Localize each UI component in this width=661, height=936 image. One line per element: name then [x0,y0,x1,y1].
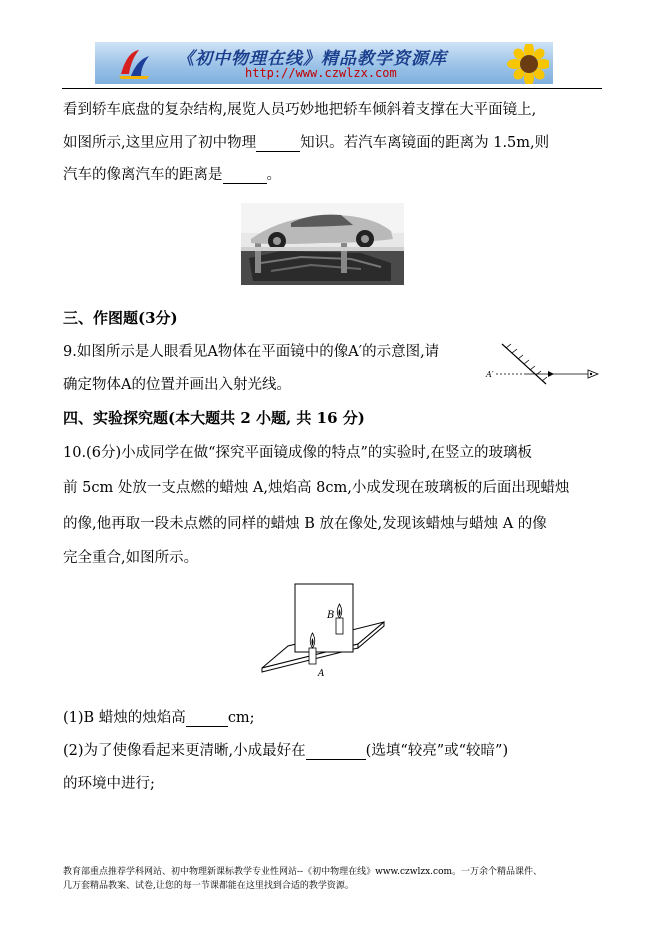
q10-sub-1-end: cm; [227,710,255,726]
q10-sub-1 [63,706,255,727]
answer-blank[interactable] [256,135,300,152]
car-on-mirror-photo [241,203,404,285]
q10-sub-2 [63,739,508,760]
q10-line-1: 10.(6分)小成同学在做“探究平面镜成像的特点”的实验时,在竖立的玻璃板 [63,445,533,461]
footer-line-1: 教育部重点推荐学科网站、初中物理新课标教学专业性网站--《初中物理在线》www.czwlzx.com。一万余个精品课件、 [63,867,543,877]
q10-line-2: 前 5cm 处放一支点燃的蜡烛 A,烛焰高 8cm,小成发现在玻璃板的后面出现蜡烛 [63,480,570,496]
q10-sub-2-end: (选填“较亮”或“较暗”) [365,743,509,759]
image-point-label: A′ [486,370,494,379]
sunflower-icon [499,44,549,84]
mirror-diagram [484,340,604,390]
q10-sub-1-start: (1)B 蜡烛的烛焰高 [63,710,186,726]
q10-line-4: 完全重合,如图所示。 [63,550,199,566]
site-logo-icon [117,46,151,80]
q10-sub-2-start: (2)为了使像看起来更清晰,小成最好在 [63,743,306,759]
q9-line-2: 确定物体A的位置并画出入射光线。 [63,377,291,393]
banner-url[interactable]: http://www.czwlzx.com [245,66,397,80]
q8-line-3-start: 汽车的像离汽车的距离是 [63,167,223,183]
answer-blank[interactable] [306,743,366,760]
q9-line-1: 9.如图所示是人眼看见A物体在平面镜中的像A′的示意图,请 [63,344,440,360]
glass-plate-candle-diagram [260,580,390,680]
answer-blank[interactable] [223,167,267,184]
section-3-heading: 三、作图题(3分) [63,309,178,327]
q10-line-3: 的像,他再取一段未点燃的同样的蜡烛 B 放在像处,发现该蜡烛与蜡烛 A 的像 [63,516,547,532]
candle-a-label: A [318,669,325,679]
q8-line-2-end: 知识。若汽车离镜面的距离为 1.5m,则 [300,135,550,151]
header-banner [95,42,553,84]
footer-line-2: 几万套精品教案、试卷,让您的每一节课都能在这里找到合适的教学资源。 [63,881,354,891]
q8-line-3 [63,163,281,184]
q8-line-2-start: 如图所示,这里应用了初中物理 [63,135,257,151]
answer-blank[interactable] [186,710,228,727]
candle-b-label: B [327,610,335,621]
header-rule [62,88,602,89]
q8-line-3-end: 。 [266,167,281,183]
q8-line-2 [63,131,549,152]
q8-line-1: 看到轿车底盘的复杂结构,展览人员巧妙地把轿车倾斜着支撑在大平面镜上, [63,102,537,118]
section-4-heading: 四、实验探究题(本大题共 2 小题, 共 16 分) [63,409,365,427]
banner-title: 《初中物理在线》精品教学资源库 [177,49,447,69]
q10-sub-2-line-2: 的环境中进行; [63,776,155,792]
